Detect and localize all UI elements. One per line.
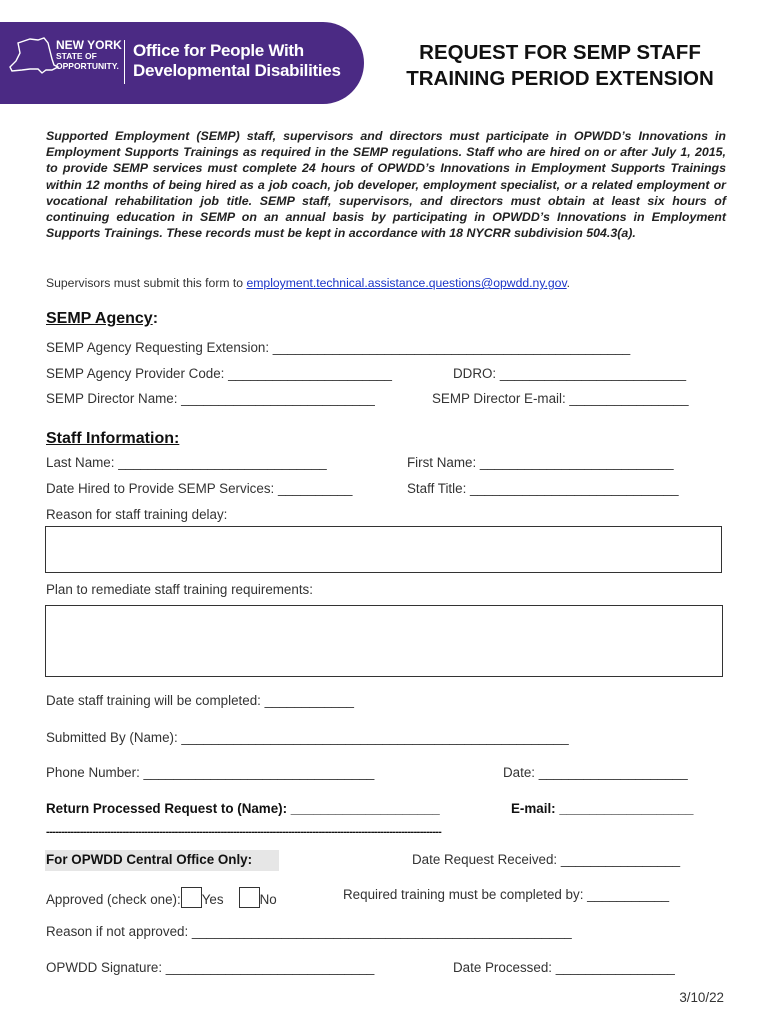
date-hired-field[interactable]: Date Hired to Provide SEMP Services: __________ — [46, 481, 353, 496]
phone-field[interactable]: Phone Number: _______________________________ — [46, 765, 375, 780]
ddro-field[interactable]: DDRO: _________________________ — [453, 366, 687, 381]
logo-divider — [124, 40, 125, 84]
staff-title-field[interactable]: Staff Title: ____________________________ — [407, 481, 679, 496]
dashed-divider: --------------------------------------------------------------------------------------------------------------------------------- — [46, 826, 442, 838]
yes-checkbox[interactable] — [181, 887, 202, 908]
yes-label: Yes — [201, 892, 224, 907]
office-line2: Developmental Disabilities — [133, 61, 341, 80]
title-line2: TRAINING PERIOD EXTENSION — [406, 67, 714, 90]
date-field[interactable]: Date: ____________________ — [503, 765, 688, 780]
revision-date: 3/10/22 — [679, 990, 724, 1005]
submit-instruction — [46, 276, 570, 290]
submit-email-link[interactable]: employment.technical.assistance.questions@opwdd.ny.gov — [246, 276, 567, 290]
agency-requesting-field[interactable]: SEMP Agency Requesting Extension: ________________________________________________ — [46, 340, 631, 355]
reason-delay-label: Reason for staff training delay: — [46, 507, 228, 522]
office-wordmark — [133, 41, 341, 81]
no-label: No — [259, 892, 277, 907]
semp-agency-heading-colon: : — [152, 310, 159, 327]
ny-line3: OPPORTUNITY. — [56, 61, 119, 71]
ny-line2: STATE OF — [56, 51, 97, 61]
title-line1: REQUEST FOR SEMP STAFF — [419, 41, 701, 64]
approved-label: Approved (check one): — [46, 892, 181, 907]
last-name-field[interactable]: Last Name: ____________________________ — [46, 455, 327, 470]
first-name-field[interactable]: First Name: __________________________ — [407, 455, 674, 470]
approved-row — [46, 887, 277, 908]
provider-code-field[interactable]: SEMP Agency Provider Code: ______________________ — [46, 366, 392, 381]
submitted-by-field[interactable]: Submitted By (Name): ____________________________________________________ — [46, 730, 569, 745]
form-title — [380, 40, 740, 92]
office-line1: Office for People With — [133, 41, 304, 60]
date-processed-field[interactable]: Date Processed: ________________ — [453, 960, 675, 975]
plan-label: Plan to remediate staff training requirements: — [46, 582, 313, 597]
reason-not-approved-field[interactable]: Reason if not approved: ___________________________________________________ — [46, 924, 572, 939]
intro-paragraph: Supported Employment (SEMP) staff, supervisors and directors must participate in OPWDD’s Innovations in Employment Supports Trainings as required in the SEMP regulations. Staff who are hired on or after July 1, 2015, to provide SEMP services must complete 24 hours of OPWDD’s Innovations in Employment Supports Trainings within 12 months of being hired as a job coach, job developer, employment specialist, or a related employment or vocational rehabilitation job title. SEMP staff, supervisors, and directors must obtain at least six hours of continuing education in SEMP on an annual basis by participating in OPWDD’s Innovations in Employment Supports Trainings. These records must be kept in accordance with 18 NYCRR subdivision 504.3(a). — [46, 129, 726, 241]
plan-textbox[interactable] — [45, 605, 723, 677]
staff-info-heading: Staff Information: — [46, 430, 180, 447]
required-by-field[interactable]: Required training must be completed by: ___________ — [343, 887, 670, 902]
reason-delay-textbox[interactable] — [45, 526, 722, 573]
no-checkbox[interactable] — [239, 887, 260, 908]
completion-date-field[interactable]: Date staff training will be completed: ____________ — [46, 693, 354, 708]
submit-prefix: Supervisors must submit this form to — [46, 276, 247, 290]
date-received-field[interactable]: Date Request Received: ________________ — [412, 852, 681, 867]
return-name-field[interactable]: Return Processed Request to (Name): ____________________ — [46, 801, 440, 816]
director-name-field[interactable]: SEMP Director Name: __________________________ — [46, 391, 375, 406]
semp-agency-heading — [46, 310, 158, 328]
new-york-state-icon — [8, 37, 60, 77]
office-use-heading: For OPWDD Central Office Only: — [46, 852, 253, 867]
ny-state-wordmark — [56, 40, 122, 71]
semp-agency-heading-text: SEMP Agency — [46, 310, 153, 327]
director-email-field[interactable]: SEMP Director E-mail: ________________ — [432, 391, 689, 406]
return-email-field[interactable]: E-mail: __________________ — [511, 801, 694, 816]
submit-suffix: . — [566, 276, 571, 290]
ny-line1: NEW YORK — [56, 38, 122, 52]
signature-field[interactable]: OPWDD Signature: ____________________________ — [46, 960, 375, 975]
